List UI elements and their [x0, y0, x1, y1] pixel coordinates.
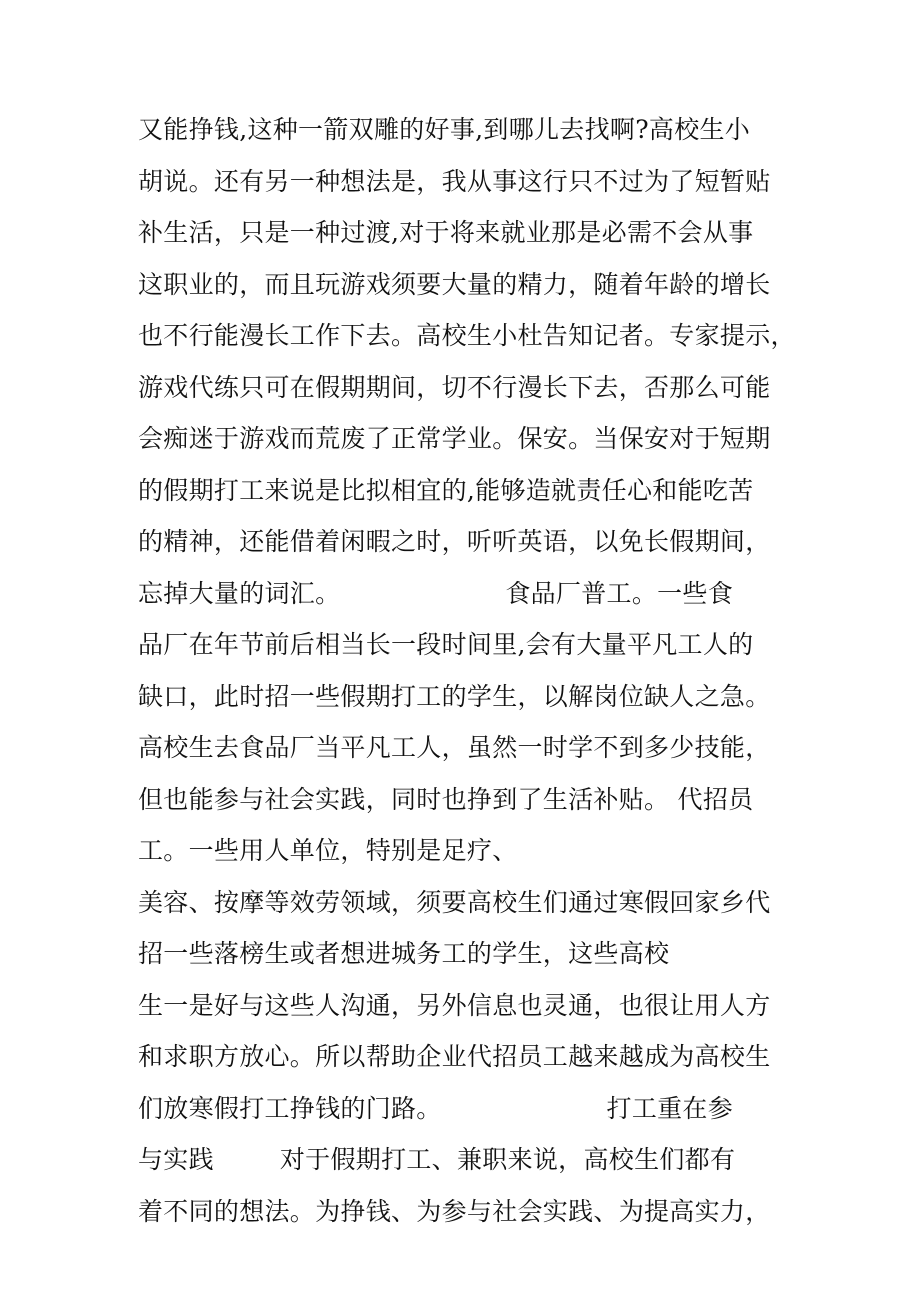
text-line-13: 高校生去食品厂当平凡工人，虽然一时学不到多少技能，	[138, 733, 771, 762]
text-line-22: 着不同的想法。为挣钱、为参与社会实践、为提高实力，	[138, 1196, 771, 1226]
text-line-16: 美容、按摩等效劳领域，须要高校生们通过寒假回家乡代	[138, 887, 771, 917]
text-line-15: 工。一些用人单位，特别是足疗、	[138, 836, 518, 865]
text-line-9: 的精神，还能借着闲暇之时，听听英语，以免长假期间，	[138, 527, 771, 556]
text-line-2: 胡说。还有另一种想法是，我从事这行只不过为了短暂贴	[138, 166, 771, 196]
body-text	[138, 104, 796, 1237]
text-line-20: 们放寒假打工挣钱的门路。 打工重在参	[138, 1093, 734, 1123]
text-line-5: 也不行能漫长工作下去。高校生小杜告知记者。专家提示，	[138, 321, 796, 350]
text-line-14: 但也能参与社会实践，同时也挣到了生活补贴。 代招员	[138, 784, 754, 814]
text-line-11: 品厂在年节前后相当长一段时间里,会有大量平凡工人的	[138, 630, 754, 659]
text-line-7: 会痴迷于游戏而荒废了正常学业。保安。当保安对于短期	[138, 424, 771, 453]
text-line-19: 和求职方放心。所以帮助企业代招员工越来越成为高校生	[138, 1042, 771, 1071]
text-line-3: 补生活，只是一种过渡,对于将来就业那是必需不会从事	[138, 218, 754, 247]
text-line-10: 忘掉大量的词汇。 食品厂普工。一些食	[138, 578, 734, 608]
text-line-1: 又能挣钱,这种一箭双雕的好事,到哪儿去找啊?高校生小	[138, 115, 751, 144]
text-line-6: 游戏代练只可在假期期间，切不行漫长下去，否那么可能	[138, 372, 771, 402]
text-line-18: 生一是好与这些人沟通，另外信息也灵通，也很让用人方	[138, 990, 771, 1020]
text-line-17: 招一些落榜生或者想进城务工的学生，这些高校	[138, 939, 670, 968]
text-line-21: 与实践 对于假期打工、兼职来说，高校生们都有	[138, 1145, 736, 1174]
text-line-8: 的假期打工来说是比拟相宜的,能够造就责任心和能吃苦	[138, 475, 754, 505]
text-line-12: 缺口，此时招一些假期打工的学生，以解岗位缺人之急。	[138, 681, 771, 711]
text-line-4: 这职业的，而且玩游戏须要大量的精力，随着年龄的增长	[138, 269, 771, 299]
